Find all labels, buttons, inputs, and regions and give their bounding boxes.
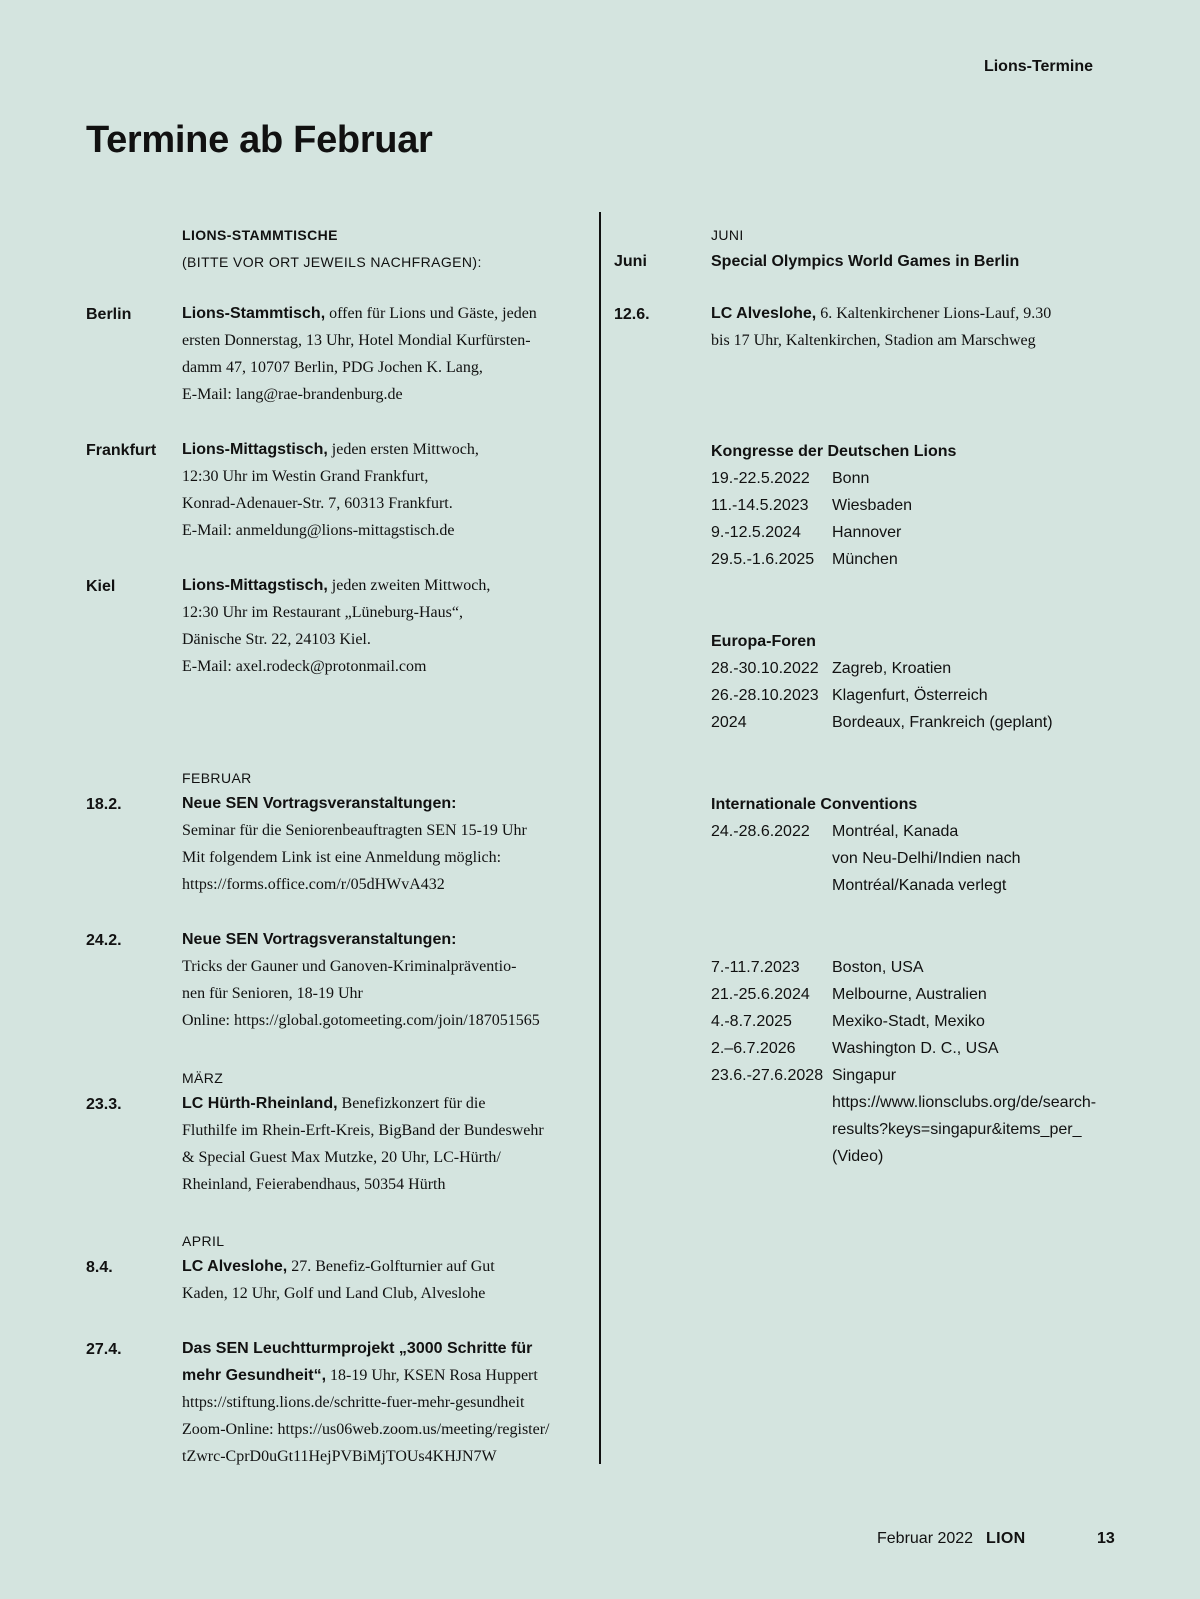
conventions-heading: Internationale Conventions xyxy=(711,796,918,813)
list-item xyxy=(711,546,1122,573)
event-place: München xyxy=(832,551,898,568)
list-item xyxy=(711,954,1122,981)
column-divider xyxy=(599,212,601,1464)
entry-line: Kaden, 12 Uhr, Golf und Land Club, Alveslohe xyxy=(182,1285,486,1302)
event-place: Bonn xyxy=(832,470,870,487)
list-item xyxy=(711,818,1122,845)
event-date: 12.6. xyxy=(614,306,650,323)
event-24-2 xyxy=(182,926,582,1034)
stammtisch-frankfurt xyxy=(182,436,582,544)
video-note: (Video) xyxy=(832,1148,884,1165)
event-date: 23.6.-27.6.2028 xyxy=(711,1067,824,1084)
page-number: 13 xyxy=(1097,1530,1115,1547)
event-place: Bordeaux, Frankreich (geplant) xyxy=(832,714,1053,731)
stammtisch-kiel xyxy=(182,572,582,680)
event-date: 2.–6.7.2026 xyxy=(711,1040,796,1057)
list-item xyxy=(711,845,1122,872)
stammtisch-heading: LIONS-STAMMTISCHE xyxy=(182,227,338,243)
event-12-6 xyxy=(711,300,1101,354)
list-item xyxy=(711,1035,1122,1062)
footer-issue: Februar 2022 xyxy=(877,1530,974,1547)
kongresse-heading: Kongresse der Deutschen Lions xyxy=(711,443,957,460)
entry-title: Neue SEN Vortragsveranstaltungen: xyxy=(182,931,457,948)
event-date: 7.-11.7.2023 xyxy=(711,959,800,976)
event-date: 28.-30.10.2022 xyxy=(711,660,819,677)
event-date: 19.-22.5.2022 xyxy=(711,470,810,487)
event-date: 8.4. xyxy=(86,1259,113,1276)
email-link[interactable]: E-Mail: axel.rodeck@protonmail.com xyxy=(182,658,427,675)
email-link[interactable]: E-Mail: anmeldung@lions-mittagstisch.de xyxy=(182,522,455,539)
event-place: Wiesbaden xyxy=(832,497,913,514)
entry-line: nen für Senioren, 18-19 Uhr xyxy=(182,985,363,1002)
entry-title: Neue SEN Vortragsveranstaltungen: xyxy=(182,795,457,812)
entry-title: Das SEN Leuchtturmprojekt „3000 Schritte für xyxy=(182,1340,533,1357)
month-february: FEBRUAR xyxy=(182,770,252,786)
event-date: Juni xyxy=(614,253,647,270)
event-date: 4.-8.7.2025 xyxy=(711,1013,792,1030)
conventions-list xyxy=(711,954,1122,1170)
entry-line: Fluthilfe im Rhein-Erft-Kreis, BigBand der Bundeswehr xyxy=(182,1122,544,1139)
kongresse-list xyxy=(711,465,1122,573)
event-date: 29.5.-1.6.2025 xyxy=(711,551,815,568)
entry-line: bis 17 Uhr, Kaltenkirchen, Stadion am Marschweg xyxy=(711,332,1036,349)
list-item xyxy=(711,981,1122,1008)
entry-title: mehr Gesundheit“, xyxy=(182,1367,327,1384)
list-item xyxy=(711,1062,1122,1089)
event-date: 27.4. xyxy=(86,1341,122,1358)
list-item xyxy=(711,709,1122,736)
zoom-link[interactable]: Zoom-Online: https://us06web.zoom.us/meeting/register/ xyxy=(182,1421,550,1438)
event-place: Klagenfurt, Österreich xyxy=(832,687,988,704)
list-item xyxy=(711,655,1122,682)
entry-title: LC Alveslohe, xyxy=(182,1258,288,1275)
entry-title: Lions-Mittagstisch, xyxy=(182,577,328,594)
event-place: Montréal, Kanada xyxy=(832,823,959,840)
entry-line: damm 47, 10707 Berlin, PDG Jochen K. Lang, xyxy=(182,359,483,376)
event-place: Melbourne, Australien xyxy=(832,986,987,1003)
stammtisch-berlin xyxy=(182,300,582,408)
zoom-link[interactable]: tZwrc-CprD0uGt11HejPVBiMjTOUs4KHJN7W xyxy=(182,1448,497,1465)
entry-line: 12:30 Uhr im Restaurant „Lüneburg-Haus“, xyxy=(182,604,463,621)
europa-foren-heading: Europa-Foren xyxy=(711,633,816,650)
meeting-link[interactable]: Online: https://global.gotomeeting.com/join/187051565 xyxy=(182,1012,540,1029)
entry-line: 6. Kaltenkirchener Lions-Lauf, 9.30 xyxy=(820,305,1052,322)
event-23-3 xyxy=(182,1090,582,1198)
event-date: 24.2. xyxy=(86,932,122,949)
list-item xyxy=(711,682,1122,709)
list-item xyxy=(711,519,1122,546)
event-27-4 xyxy=(182,1335,582,1470)
entry-line: offen für Lions und Gäste, jeden xyxy=(329,305,537,322)
event-place: Hannover xyxy=(832,524,902,541)
entry-line: Mit folgendem Link ist eine Anmeldung möglich: xyxy=(182,849,502,866)
list-item xyxy=(711,492,1122,519)
entry-title: LC Alveslohe, xyxy=(711,305,817,322)
event-date: 9.-12.5.2024 xyxy=(711,524,801,541)
singapur-link[interactable]: https://www.lionsclubs.org/de/search- xyxy=(832,1094,1097,1111)
email-link[interactable]: E-Mail: lang@rae-brandenburg.de xyxy=(182,386,403,403)
conventions-first xyxy=(711,818,1122,899)
stammtisch-subheading: (BITTE VOR ORT JEWEILS NACHFRAGEN): xyxy=(182,254,482,270)
city-kiel: Kiel xyxy=(86,578,116,595)
list-item xyxy=(711,1143,1122,1170)
event-8-4 xyxy=(182,1253,582,1307)
event-place: Washington D. C., USA xyxy=(832,1040,999,1057)
entry-line: jeden zweiten Mittwoch, xyxy=(331,577,491,594)
entry-line: Seminar für die Seniorenbeauftragten SEN 15-19 Uhr xyxy=(182,822,527,839)
event-place: Zagreb, Kroatien xyxy=(832,660,952,677)
event-place: Mexiko-Stadt, Mexiko xyxy=(832,1013,985,1030)
list-item xyxy=(711,1008,1122,1035)
entry-line: 18-19 Uhr, KSEN Rosa Huppert xyxy=(330,1367,538,1384)
entry-title: Lions-Mittagstisch, xyxy=(182,441,328,458)
page-title: Termine ab Februar xyxy=(86,119,433,161)
event-date: 18.2. xyxy=(86,796,122,813)
month-march: MÄRZ xyxy=(182,1070,224,1086)
footer-magazine: LION xyxy=(986,1530,1026,1547)
entry-line: & Special Guest Max Mutzke, 20 Uhr, LC-Hürth/ xyxy=(182,1149,501,1166)
event-place: Singapur xyxy=(832,1067,897,1084)
entry-line: jeden ersten Mittwoch, xyxy=(331,441,479,458)
event-place: Boston, USA xyxy=(832,959,924,976)
month-april: APRIL xyxy=(182,1233,225,1249)
entry-title: LC Hürth-Rheinland, xyxy=(182,1095,338,1112)
entry-line: Tricks der Gauner und Ganoven-Kriminalpräventio- xyxy=(182,958,517,975)
website-link[interactable]: https://stiftung.lions.de/schritte-fuer-mehr-gesundheit xyxy=(182,1394,525,1411)
month-june: JUNI xyxy=(711,227,744,243)
registration-link[interactable]: https://forms.office.com/r/05dHWvA432 xyxy=(182,876,445,893)
entry-title: Lions-Stammtisch, xyxy=(182,305,326,322)
special-olympics-title: Special Olympics World Games in Berlin xyxy=(711,253,1020,270)
event-date: 24.-28.6.2022 xyxy=(711,823,810,840)
europa-foren-list xyxy=(711,655,1122,736)
event-date: 23.3. xyxy=(86,1096,122,1113)
event-note: Montréal/Kanada verlegt xyxy=(832,877,1007,894)
entry-line: 27. Benefiz-Golfturnier auf Gut xyxy=(291,1258,495,1275)
entry-line: Benefizkonzert für die xyxy=(341,1095,486,1112)
event-date: 26.-28.10.2023 xyxy=(711,687,819,704)
event-note: von Neu-Delhi/Indien nach xyxy=(832,850,1021,867)
entry-line: Dänische Str. 22, 24103 Kiel. xyxy=(182,631,371,648)
event-date: 21.-25.6.2024 xyxy=(711,986,810,1003)
section-label: Lions-Termine xyxy=(983,58,1093,75)
list-item xyxy=(711,1116,1122,1143)
event-date: 11.-14.5.2023 xyxy=(711,497,809,514)
list-item xyxy=(711,872,1122,899)
entry-line: Konrad-Adenauer-Str. 7, 60313 Frankfurt. xyxy=(182,495,453,512)
event-date: 2024 xyxy=(711,714,747,731)
entry-line: ersten Donnerstag, 13 Uhr, Hotel Mondial Kurfürsten- xyxy=(182,332,531,349)
entry-line: 12:30 Uhr im Westin Grand Frankfurt, xyxy=(182,468,429,485)
list-item xyxy=(711,1089,1122,1116)
event-18-2 xyxy=(182,790,582,898)
city-frankfurt: Frankfurt xyxy=(86,442,157,459)
city-berlin: Berlin xyxy=(86,306,132,323)
entry-line: Rheinland, Feierabendhaus, 50354 Hürth xyxy=(182,1176,446,1193)
list-item xyxy=(711,465,1122,492)
singapur-link[interactable]: results?keys=singapur&items_per_ xyxy=(832,1121,1082,1138)
